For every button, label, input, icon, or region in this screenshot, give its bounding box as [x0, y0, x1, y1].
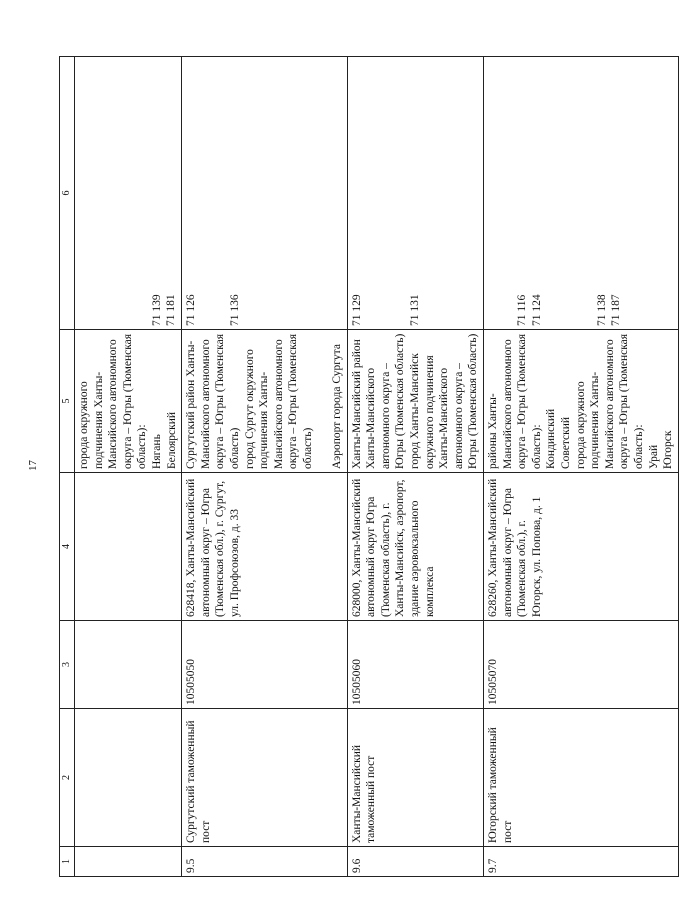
- okato-code: 71 129: [350, 294, 363, 326]
- customs-posts-table: [59, 56, 679, 877]
- post-code: [75, 621, 182, 709]
- okato-cell: [347, 57, 483, 330]
- territory-item: Белоярский: [165, 411, 178, 469]
- territory-item: Нягань: [150, 434, 163, 469]
- post-name: Югорский таможенный пост: [484, 709, 679, 847]
- rotated-table-wrapper: [59, 57, 675, 877]
- table-row: [484, 57, 679, 877]
- okato-cell: [182, 57, 348, 330]
- row-number: 9.7: [484, 847, 679, 877]
- territory-text: Аэропорт города Сургута: [331, 344, 344, 469]
- territory-text: город Сургут окружного подчинения Ханты-Мансийского автономного округа – Югры (Тюменская область): [243, 333, 314, 469]
- post-name: [75, 709, 182, 847]
- territory-item: Югорск: [662, 430, 675, 469]
- row-number: 9.5: [182, 847, 348, 877]
- territory-item: Кондинский: [545, 408, 558, 469]
- okato-cell: [484, 57, 679, 330]
- territory-text: Ханты-Мансийский район Ханты-Мансийского автономного округа – Югры (Тюменская область): [350, 333, 407, 469]
- okato-code: 71 136: [228, 294, 241, 326]
- territory-text: город Ханты-Мансийск окружного подчинения Ханты-Мансийского автономного округа – Югры (Тюменская область): [409, 333, 480, 469]
- territory-item: Советский: [560, 416, 572, 469]
- post-code: 10505070: [484, 621, 679, 709]
- post-name: Ханты-Мансийский таможенный пост: [347, 709, 483, 847]
- territory-text: районы Ханты-Мансийского автономного округа – Югры (Тюменская область):: [487, 333, 543, 469]
- okato-code: 71 181: [165, 294, 178, 326]
- column-number: 6: [60, 57, 75, 330]
- okato-code: 71 116: [516, 294, 529, 326]
- page-number: 17: [27, 460, 39, 471]
- post-code: 10505050: [182, 621, 348, 709]
- table-row: [182, 57, 348, 877]
- row-number: 9.6: [347, 847, 483, 877]
- territory-cell: [484, 330, 679, 473]
- post-address: 628418, Ханты-Мансийский автономный округ – Югра (Тюменская обл.), г. Сургут, ул. Профсоюзов, д. 33: [182, 473, 348, 621]
- territory-cell: [182, 330, 348, 473]
- post-address: 628000, Ханты-Мансийский автономный округ Югра (Тюменская область), г. Ханты-Мансийск, аэропорт, здание аэровокзального комплекса: [347, 473, 483, 621]
- table-row: [75, 57, 182, 877]
- okato-code: 71 126: [185, 294, 198, 326]
- table-row: [347, 57, 483, 877]
- column-number: 3: [60, 621, 75, 709]
- row-number: [75, 847, 182, 877]
- column-number: 1: [60, 847, 75, 877]
- post-address: [75, 473, 182, 621]
- okato-cell: [75, 57, 182, 330]
- column-numbers-row: [60, 57, 75, 877]
- territory-text: города окружного подчинения Ханты-Мансийского автономного округа – Югры (Тюменская область):: [78, 333, 149, 469]
- okato-code: 71 187: [610, 294, 623, 326]
- territory-text: Сургутский район Ханты-Мансийского автономного округа – Югры (Тюменская область): [185, 333, 241, 469]
- okato-code: 71 124: [530, 294, 543, 326]
- okato-code: 71 138: [595, 294, 608, 326]
- column-number: 5: [60, 330, 75, 473]
- post-name: Сургутский таможенный пост: [182, 709, 348, 847]
- territory-cell: [347, 330, 483, 473]
- okato-code: 71 131: [408, 294, 421, 326]
- column-number: 2: [60, 709, 75, 847]
- territory-cell: [75, 330, 182, 473]
- okato-code: 71 139: [150, 294, 163, 326]
- column-number: 4: [60, 473, 75, 621]
- territory-text: города окружного подчинения Ханты-Мансийского автономного округа – Югры (Тюменская область):: [574, 333, 645, 469]
- post-address: 628260, Ханты-Мансийский автономный округ – Югра (Тюменская обл.), г. Югорск, ул. Попова, д. 1: [484, 473, 679, 621]
- territory-item: Урай: [647, 444, 660, 469]
- post-code: 10505060: [347, 621, 483, 709]
